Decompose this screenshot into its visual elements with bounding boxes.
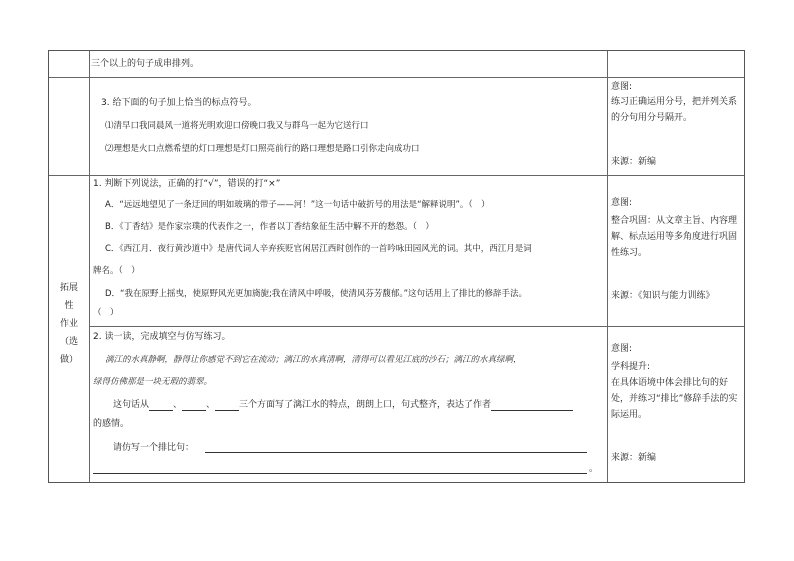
row-divider xyxy=(49,77,744,78)
q1-item-a: A．“远远地望见了一条迂回的明如玻璃的带子——河！”这一句话中破折号的用法是“解释说明”。（ ） xyxy=(105,200,490,210)
q2-intent-sub: 学科提升: xyxy=(611,362,651,372)
q1-item-d-line2: （ ） xyxy=(93,308,119,318)
q1-item-c-line1: C．《西江月．夜行黄沙道中》是唐代词人辛弃疾贬官闲居江西时创作的一首吟咏田园风光的词。其中，西江月是词 xyxy=(105,244,532,254)
row1-text: 三个以上的句子成串排列。 xyxy=(91,59,200,69)
q3-sentence-2: ⑵理想是火口点燃希望的灯口理想是灯口照亮前行的路口理想是路口引你走向成功口 xyxy=(105,144,420,154)
q2-imitate-blank-1[interactable] xyxy=(205,443,587,453)
q1-item-b: B．《丁香结》是作家宗璞的代表作之一，作者以丁香结象征生活中解不开的愁怨。（ ） xyxy=(105,222,434,232)
category-line-1: 拓展 xyxy=(59,283,78,293)
row-divider xyxy=(49,175,744,176)
q1-title: 1. 判断下列说法，正确的打“√”，错误的打“×” xyxy=(93,179,281,189)
category-label xyxy=(49,279,89,369)
category-line-4: （选 xyxy=(59,337,78,347)
q2-passage-line2: 绿得仿佛那是一块无瑕的翡翠。 xyxy=(93,377,213,387)
worksheet-table xyxy=(48,50,745,483)
q2-intent-text: 在具体语境中体会排比句的好处，并练习“排比”修辞手法的实际运用。 xyxy=(611,378,738,420)
q2-imitate-blank-2[interactable] xyxy=(93,464,587,474)
q2-fill-prefix: 这句话从 xyxy=(113,400,150,410)
q2-blank-3[interactable] xyxy=(215,401,239,411)
category-line-2: 性 xyxy=(64,301,74,311)
q3-source: 来源：新编 xyxy=(611,157,657,167)
q2-title: 2. 读一读，完成填空与仿写练习。 xyxy=(93,332,231,342)
category-line-3: 作业 xyxy=(59,319,78,329)
q3-sentence-1: ⑴清早口我同晨风一道将光明欢迎口傍晚口我又与群鸟一起为它送行口 xyxy=(105,121,369,131)
q2-source: 来源：新编 xyxy=(611,453,657,463)
col-divider xyxy=(607,51,608,482)
q2-end-period: 。 xyxy=(589,464,599,474)
q2-fill-suffix: 的感情。 xyxy=(93,419,130,429)
q2-blank-4[interactable] xyxy=(491,401,573,411)
category-line-5: 做） xyxy=(59,355,78,365)
q3-intent-text: 练习正确运用分号，把并列关系的分句用分号隔开。 xyxy=(611,97,738,123)
q2-intent-label: 意图: xyxy=(611,344,633,354)
q2-fill-line: 这句话从 、 、 三个方面写了漓江水的特点，朗朗上口，句式整齐，表达了作者 xyxy=(113,400,573,411)
q1-intent-text: 整合巩固：从文章主旨、内容理解、标点运用等多角度进行巩固性练习。 xyxy=(611,216,738,258)
q2-fill-middle: 三个方面写了漓江水的特点，朗朗上口，句式整齐，表达了作者 xyxy=(239,400,492,410)
q1-item-d-line1: D．“我在原野上摇曳，使原野风光更加旖旎;我在清风中呼吸，使清风芬芳馥郁。”这句话用上了排比的修辞手法。 xyxy=(105,289,527,299)
q2-blank-2[interactable] xyxy=(182,401,206,411)
col-divider xyxy=(89,51,90,482)
q1-intent-label: 意图: xyxy=(611,198,633,208)
q2-passage-line1: 漓江的水真静啊，静得让你感觉不到它在流动；漓江的水真清啊，清得可以看见江底的沙石；漓江的水真绿啊， xyxy=(105,355,522,365)
row-divider xyxy=(89,326,744,327)
q1-item-c-line2: 牌名。（ ） xyxy=(93,266,140,276)
q2-blank-1[interactable] xyxy=(149,401,173,411)
q3-intent-label: 意图: xyxy=(611,82,633,92)
q3-title: 3. 给下面的句子加上恰当的标点符号。 xyxy=(101,98,257,108)
q2-imitate-prompt: 请仿写一个排比句： xyxy=(113,443,195,453)
q1-source: 来源：《知识与能力训练》 xyxy=(611,291,715,301)
